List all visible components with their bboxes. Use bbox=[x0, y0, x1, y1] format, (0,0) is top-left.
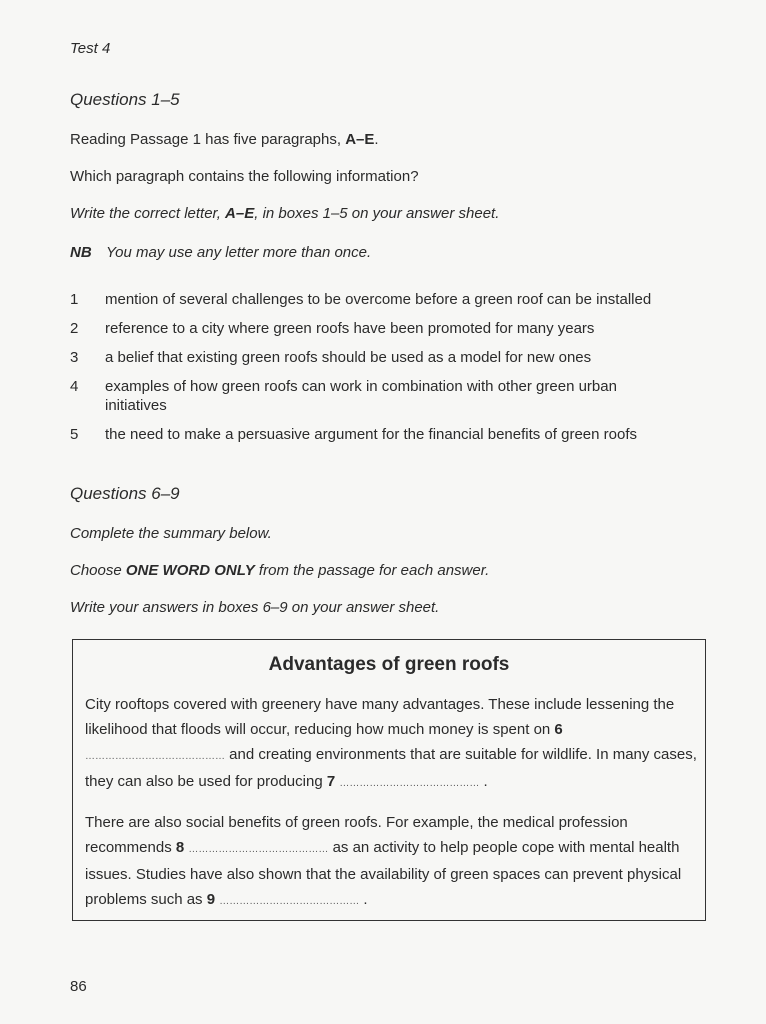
summary-text: There are also social benefits of green roofs. For example, the medical profession recommends bbox=[85, 814, 628, 856]
summary-box bbox=[72, 639, 706, 921]
summary-text: and creating environments that are suitable for wildlife. In many cases, they can also be used for producing bbox=[85, 746, 697, 790]
gap-number-9: 9 bbox=[206, 891, 216, 908]
instruction-line bbox=[70, 205, 499, 222]
item-text: mention of several challenges to be overcome before a green roof can be installed bbox=[105, 291, 652, 308]
instruction-letters: A–E bbox=[225, 205, 255, 222]
summary-paragraph-2 bbox=[85, 810, 697, 914]
page-number: 86 bbox=[70, 978, 87, 995]
test-label: Test 4 bbox=[70, 40, 111, 57]
questions-1-5-heading: Questions 1–5 bbox=[70, 90, 180, 109]
list-item bbox=[70, 377, 710, 415]
intro-letters: A–E bbox=[345, 131, 375, 148]
answer-gap-9[interactable]: …………………………………… bbox=[219, 896, 360, 907]
list-item bbox=[70, 348, 710, 367]
summary-instruction-2 bbox=[70, 562, 489, 579]
answer-gap-7[interactable]: …………………………………… bbox=[339, 778, 480, 789]
list-item bbox=[70, 319, 710, 338]
summary-text: . bbox=[483, 773, 488, 790]
instr2-text: Choose bbox=[70, 562, 126, 579]
intro-end: . bbox=[374, 131, 379, 148]
gap-number-8: 8 bbox=[175, 839, 185, 856]
list-item bbox=[70, 425, 710, 444]
summary-text: as an activity to help people cope with mental health issues. Studies have also shown that the availability of green spaces can prevent physical problems such as bbox=[85, 839, 682, 908]
item-number: 4 bbox=[70, 378, 79, 395]
item-number: 3 bbox=[70, 349, 79, 366]
instruction-end: , in boxes 1–5 on your answer sheet. bbox=[254, 205, 500, 222]
summary-text: . bbox=[363, 891, 368, 908]
item-number: 1 bbox=[70, 291, 79, 308]
summary-title: Advantages of green roofs bbox=[268, 654, 510, 675]
answer-gap-8[interactable]: …………………………………… bbox=[188, 844, 329, 855]
question-line: Which paragraph contains the following information? bbox=[70, 168, 419, 185]
summary-instruction-3: Write your answers in boxes 6–9 on your answer sheet. bbox=[70, 599, 440, 616]
nb-text: You may use any letter more than once. bbox=[106, 244, 372, 261]
summary-instruction-1: Complete the summary below. bbox=[70, 525, 272, 542]
item-text: reference to a city where green roofs have been promoted for many years bbox=[105, 320, 595, 337]
item-text: a belief that existing green roofs should be used as a model for new ones bbox=[105, 349, 592, 366]
gap-number-7: 7 bbox=[326, 773, 336, 790]
intro-text: Reading Passage 1 has five paragraphs, bbox=[70, 131, 346, 148]
item-text: the need to make a persuasive argument for the financial benefits of green roofs bbox=[105, 426, 637, 443]
nb-line bbox=[70, 244, 371, 261]
summary-paragraph-1 bbox=[85, 692, 697, 796]
summary-text: City rooftops covered with greenery have many advantages. These include lessening the likelihood that floods will occur, reducing how much money is spent on bbox=[85, 696, 675, 738]
answer-gap-6[interactable]: …………………………………… bbox=[85, 751, 225, 762]
instruction-text: Write the correct letter, bbox=[70, 205, 226, 222]
list-item bbox=[70, 290, 710, 309]
question-list bbox=[70, 290, 710, 454]
instr2-bold: ONE WORD ONLY bbox=[125, 562, 255, 579]
intro-line bbox=[70, 131, 379, 148]
gap-number-6: 6 bbox=[554, 721, 563, 738]
instr2-end: from the passage for each answer. bbox=[254, 562, 490, 579]
nb-label: NB bbox=[70, 244, 92, 261]
item-number: 5 bbox=[70, 426, 79, 443]
item-text: examples of how green roofs can work in combination with other green urban initiatives bbox=[105, 378, 617, 414]
questions-6-9-heading: Questions 6–9 bbox=[70, 484, 180, 503]
item-number: 2 bbox=[70, 320, 79, 337]
